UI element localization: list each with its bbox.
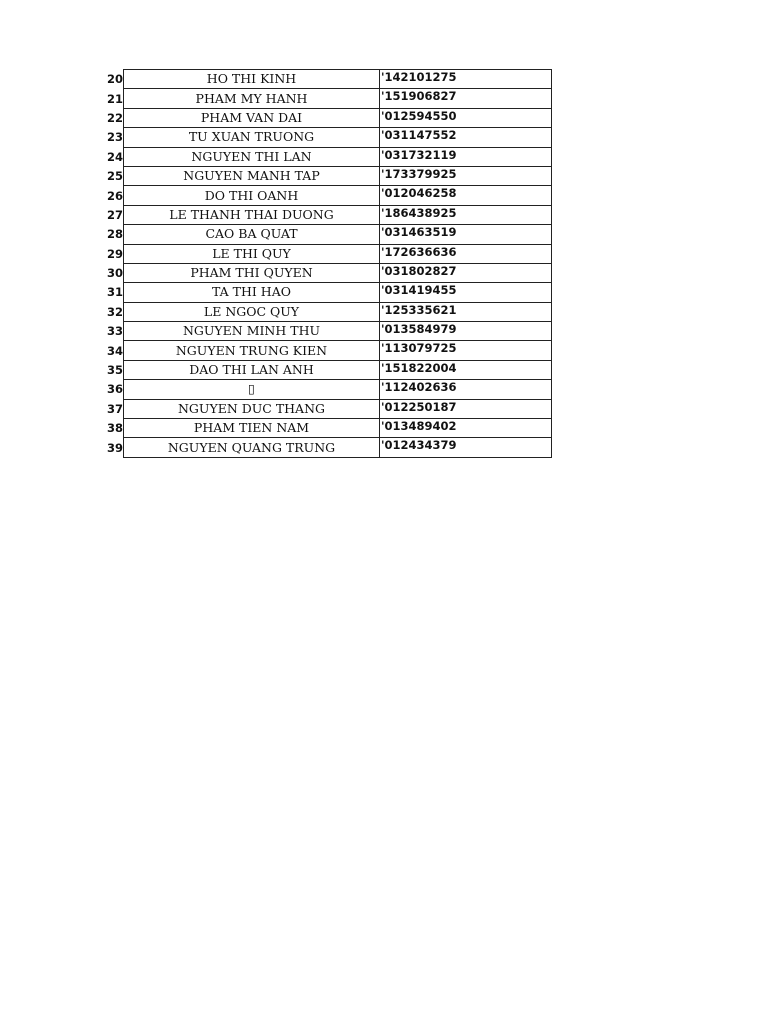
name-cell: CAO BA QUAT	[124, 225, 380, 244]
name-cell: LE THI QUY	[124, 244, 380, 263]
name-cell: TU XUAN TRUONG	[124, 128, 380, 147]
table-row	[103, 263, 552, 282]
table-row	[103, 302, 552, 321]
row-number: 20	[106, 72, 123, 87]
name-cell: ▯	[124, 380, 380, 399]
table-row	[103, 341, 552, 360]
name-cell: PHAM THI QUYEN	[124, 263, 380, 282]
table-row	[103, 89, 552, 108]
name-cell: LE NGOC QUY	[124, 302, 380, 321]
row-number: 29	[106, 246, 123, 261]
row-number: 37	[106, 401, 123, 416]
table-row	[103, 419, 552, 438]
id-number-cell: '031463519	[380, 225, 552, 244]
id-number-cell: '151822004	[380, 360, 552, 379]
row-number: 28	[106, 227, 123, 242]
id-number-cell: '172636636	[380, 244, 552, 263]
id-number-cell: '031147552	[380, 128, 552, 147]
id-number-cell: '012594550	[380, 108, 552, 127]
table-row	[103, 108, 552, 127]
table-row	[103, 147, 552, 166]
id-number-cell: '173379925	[380, 166, 552, 185]
row-number: 24	[106, 149, 123, 164]
row-number: 32	[106, 304, 123, 319]
id-number-cell: '031732119	[380, 147, 552, 166]
row-number: 22	[106, 110, 123, 125]
row-number: 26	[106, 188, 123, 203]
row-number: 23	[106, 130, 123, 145]
id-number-cell: '012250187	[380, 399, 552, 418]
id-number-cell: '142101275	[380, 70, 552, 89]
id-number-cell: '112402636	[380, 380, 552, 399]
name-cell: PHAM TIEN NAM	[124, 419, 380, 438]
id-number-cell: '151906827	[380, 89, 552, 108]
id-number-cell: '125335621	[380, 302, 552, 321]
name-cell: NGUYEN TRUNG KIEN	[124, 341, 380, 360]
row-number: 35	[106, 363, 123, 378]
name-cell: HO THI KINH	[124, 70, 380, 89]
row-number: 31	[106, 285, 123, 300]
name-cell: NGUYEN MANH TAP	[124, 166, 380, 185]
table-row	[103, 128, 552, 147]
table-body	[103, 70, 552, 458]
name-cell: NGUYEN DUC THANG	[124, 399, 380, 418]
table-row	[103, 166, 552, 185]
row-number: 25	[106, 169, 123, 184]
table-row	[103, 322, 552, 341]
name-id-table	[103, 69, 552, 458]
row-number: 33	[106, 324, 123, 339]
table-row	[103, 283, 552, 302]
row-number: 34	[106, 343, 123, 358]
table-row	[103, 225, 552, 244]
table-row	[103, 205, 552, 224]
table-row	[103, 186, 552, 205]
row-number: 21	[106, 91, 123, 106]
table-row	[103, 360, 552, 379]
table-row	[103, 438, 552, 457]
id-number-cell: '031419455	[380, 283, 552, 302]
table-row	[103, 70, 552, 89]
id-number-cell: '012434379	[380, 438, 552, 457]
table-row	[103, 244, 552, 263]
name-cell: PHAM VAN DAI	[124, 108, 380, 127]
name-cell: NGUYEN MINH THU	[124, 322, 380, 341]
name-cell: NGUYEN THI LAN	[124, 147, 380, 166]
row-number: 36	[106, 382, 123, 397]
id-number-cell: '113079725	[380, 341, 552, 360]
row-number: 39	[106, 440, 123, 455]
id-number-cell: '012046258	[380, 186, 552, 205]
name-cell: NGUYEN QUANG TRUNG	[124, 438, 380, 457]
spreadsheet-page	[103, 69, 552, 458]
id-number-cell: '031802827	[380, 263, 552, 282]
name-cell: DO THI OANH	[124, 186, 380, 205]
id-number-cell: '013489402	[380, 419, 552, 438]
row-number: 27	[106, 207, 123, 222]
table-row	[103, 380, 552, 399]
name-cell: LE THANH THAI DUONG	[124, 205, 380, 224]
id-number-cell: '013584979	[380, 322, 552, 341]
name-cell: TA THI HAO	[124, 283, 380, 302]
name-cell: DAO THI LAN ANH	[124, 360, 380, 379]
name-cell: PHAM MY HANH	[124, 89, 380, 108]
table-row	[103, 399, 552, 418]
id-number-cell: '186438925	[380, 205, 552, 224]
row-number: 30	[106, 266, 123, 281]
row-number: 38	[106, 421, 123, 436]
